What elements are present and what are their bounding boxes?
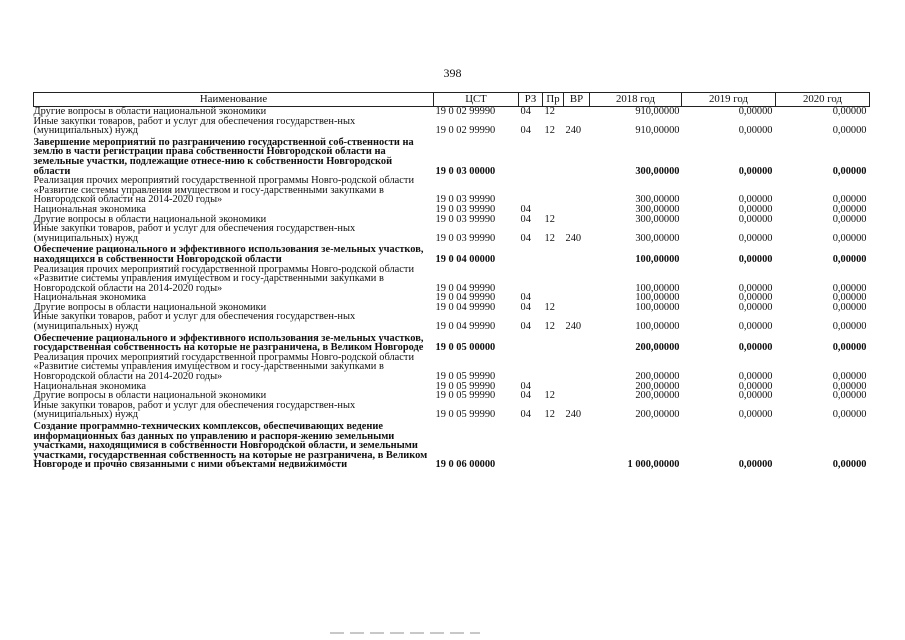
cell-2018: 300,00000 bbox=[635, 213, 680, 225]
cell-name: Иные закупки товаров, работ и услуг для обеспечения государствен-ных (муниципальных) нужд bbox=[33, 115, 356, 137]
cell-name: Обеспечение рационального и эффективного использования зе-мельных участков, находящихся в собственности Новгородской области bbox=[33, 244, 424, 265]
cell-vr bbox=[564, 303, 590, 313]
cell-vr bbox=[564, 136, 590, 176]
cell-rz: 04 bbox=[520, 106, 531, 117]
cell-cst: 19 0 05 99990 bbox=[435, 409, 496, 421]
cell-2020: 0,00000 bbox=[832, 165, 867, 177]
cell-cst: 19 0 03 99990 bbox=[435, 232, 496, 244]
cell-cst: 19 0 03 00000 bbox=[435, 165, 496, 177]
cell-name: Реализация прочих мероприятий государственной программы Новго-родской области «Развитие системы управления имуществом и госу-дарственными закупками в Новгородской области на 2014-2020 годы» bbox=[33, 175, 414, 206]
cell-pr: 12 bbox=[544, 390, 555, 402]
cell-pr bbox=[543, 243, 564, 264]
cell-2018: 200,00000 bbox=[635, 409, 680, 421]
table-row bbox=[34, 420, 870, 470]
cell-rz: 04 bbox=[520, 292, 531, 304]
cell-rz: 04 bbox=[520, 213, 531, 225]
cell-vr bbox=[564, 353, 590, 382]
cell-name: Иные закупки товаров, работ и услуг для обеспечения государствен-ных (муниципальных) нужд bbox=[33, 311, 356, 333]
cell-2018: 100,00000 bbox=[635, 292, 680, 304]
cell-2018: 300,00000 bbox=[635, 165, 680, 177]
cell-2020: 0,00000 bbox=[832, 409, 867, 421]
cell-cst: 19 0 04 99990 bbox=[435, 321, 496, 333]
table-row bbox=[34, 176, 870, 205]
cell-rz: 04 bbox=[520, 380, 531, 392]
cell-rz: 04 bbox=[520, 301, 531, 313]
cell-pr: 12 bbox=[544, 301, 555, 313]
header-rz: РЗ bbox=[519, 93, 543, 107]
cell-vr: 240 bbox=[565, 232, 582, 244]
cell-cst: 19 0 03 99990 bbox=[435, 203, 496, 215]
table-row bbox=[34, 312, 870, 331]
cell-cst: 19 0 05 99990 bbox=[435, 371, 496, 383]
cell-2019: 0,00000 bbox=[738, 380, 773, 392]
cell-cst: 19 0 03 99990 bbox=[435, 194, 496, 206]
cell-name: Другие вопросы в области национальной экономики bbox=[33, 301, 267, 313]
cell-2020: 0,00000 bbox=[832, 125, 867, 137]
cell-vr bbox=[564, 382, 590, 392]
cell-vr bbox=[564, 176, 590, 205]
cell-name: Обеспечение рационального и эффективного использования зе-мельных участков, государственная собственность на которые не разграничена, в Великом Новгороде bbox=[33, 332, 424, 354]
table-row bbox=[34, 224, 870, 243]
header-vr: ВР bbox=[564, 93, 590, 107]
cell-pr: 12 bbox=[544, 106, 555, 117]
cell-2019: 0,00000 bbox=[738, 390, 773, 402]
cell-cst: 19 0 06 00000 bbox=[435, 459, 496, 471]
cell-2020: 0,00000 bbox=[832, 459, 867, 471]
cell-name: Создание программно-технических комплексов, обеспечивающих ведение информационных баз данных по управлению и распоря-жению земельными участками, находящимися в собственности Новгородской области, и земельными участками, государственная собственность на которые не разграничена, в Великом Новгороде и прочно связанными с ними объектами недвижимости bbox=[33, 421, 428, 471]
header-2018: 2018 год bbox=[590, 93, 682, 107]
cell-2019: 0,00000 bbox=[738, 232, 773, 244]
cell-cst: 19 0 05 99990 bbox=[435, 390, 496, 402]
cell-name: Национальная экономика bbox=[33, 380, 147, 392]
table-row bbox=[34, 332, 870, 353]
cell-pr bbox=[543, 353, 564, 382]
cell-2019: 0,00000 bbox=[738, 213, 773, 225]
cell-rz bbox=[519, 332, 543, 353]
cell-2018: 300,00000 bbox=[635, 194, 680, 206]
table-row bbox=[34, 243, 870, 264]
page-number: 398 bbox=[443, 66, 462, 80]
header-2019: 2019 год bbox=[682, 93, 776, 107]
cell-2018: 300,00000 bbox=[635, 203, 680, 215]
cell-2018: 200,00000 bbox=[635, 380, 680, 392]
cell-cst: 19 0 02 99990 bbox=[435, 106, 496, 117]
cell-2020: 0,00000 bbox=[832, 194, 867, 206]
cell-vr bbox=[564, 293, 590, 303]
header-2020: 2020 год bbox=[776, 93, 870, 107]
cell-2018: 1 000,00000 bbox=[627, 459, 680, 471]
cell-2019: 0,00000 bbox=[738, 459, 773, 471]
cell-2020: 0,00000 bbox=[832, 301, 867, 313]
cell-2019: 0,00000 bbox=[738, 125, 773, 137]
cell-pr bbox=[543, 265, 564, 294]
cell-2020: 0,00000 bbox=[832, 342, 867, 354]
cell-pr: 12 bbox=[544, 321, 555, 333]
cell-2018: 200,00000 bbox=[635, 371, 680, 383]
cell-2019: 0,00000 bbox=[738, 321, 773, 333]
table-row bbox=[34, 353, 870, 382]
table-row bbox=[34, 401, 870, 420]
cell-rz: 04 bbox=[520, 390, 531, 402]
cell-name: Реализация прочих мероприятий государственной программы Новго-родской области «Развитие системы управления имуществом и госу-дарственными закупками в Новгородской области на 2014-2020 годы» bbox=[33, 263, 414, 294]
cell-name: Национальная экономика bbox=[33, 203, 147, 215]
cell-2019: 0,00000 bbox=[738, 371, 773, 383]
cell-cst: 19 0 04 99990 bbox=[435, 301, 496, 313]
cell-2020: 0,00000 bbox=[832, 203, 867, 215]
cell-vr bbox=[564, 265, 590, 294]
cell-rz: 04 bbox=[520, 232, 531, 244]
cell-name: Иные закупки товаров, работ и услуг для обеспечения государствен-ных (муниципальных) нужд bbox=[33, 223, 356, 244]
table-row bbox=[34, 117, 870, 136]
header-name: Наименование bbox=[34, 93, 434, 107]
cell-cst: 19 0 04 00000 bbox=[435, 253, 496, 265]
cell-rz bbox=[519, 420, 543, 470]
cell-2018: 100,00000 bbox=[635, 253, 680, 265]
cell-vr bbox=[564, 391, 590, 401]
cell-pr: 12 bbox=[544, 232, 555, 244]
cell-2020: 0,00000 bbox=[832, 282, 867, 294]
cell-cst: 19 0 04 99990 bbox=[435, 282, 496, 294]
table-body bbox=[34, 107, 870, 470]
cell-rz bbox=[519, 243, 543, 264]
cell-2018: 910,00000 bbox=[635, 125, 680, 137]
cell-2019: 0,00000 bbox=[738, 106, 773, 117]
budget-table bbox=[33, 92, 870, 470]
cell-rz: 04 bbox=[520, 203, 531, 215]
cell-2020: 0,00000 bbox=[832, 321, 867, 333]
cell-cst: 19 0 05 00000 bbox=[435, 342, 496, 354]
cell-rz: 04 bbox=[520, 321, 531, 333]
cell-2020: 0,00000 bbox=[832, 371, 867, 383]
cell-name: Национальная экономика bbox=[33, 292, 147, 304]
cell-name: Реализация прочих мероприятий государственной программы Новго-родской области «Развитие системы управления имуществом и госу-дарственными закупками в Новгородской области на 2014-2020 годы» bbox=[33, 351, 414, 383]
cell-2018: 200,00000 bbox=[635, 390, 680, 402]
cell-name: Завершение мероприятий по разграничению государственной соб-ственности на землю в части регистрации права собственности Новгородской области на земельные участки, подлежащие отнесе-нию к собственности Новгородской области bbox=[33, 136, 414, 177]
cell-vr bbox=[564, 205, 590, 215]
cell-2018: 200,00000 bbox=[635, 342, 680, 354]
cell-name: Другие вопросы в области национальной экономики bbox=[33, 390, 267, 402]
cell-cst: 19 0 02 99990 bbox=[435, 125, 496, 137]
cell-rz bbox=[519, 176, 543, 205]
cell-rz: 04 bbox=[520, 125, 531, 137]
cell-2019: 0,00000 bbox=[738, 342, 773, 354]
table-header-row bbox=[34, 93, 870, 107]
table-row bbox=[34, 136, 870, 176]
cell-vr: 240 bbox=[565, 321, 582, 333]
cell-2018: 100,00000 bbox=[635, 301, 680, 313]
cell-rz bbox=[519, 353, 543, 382]
cell-pr: 12 bbox=[544, 125, 555, 137]
cell-vr bbox=[564, 420, 590, 470]
cell-vr: 240 bbox=[565, 125, 582, 137]
cell-2020: 0,00000 bbox=[832, 213, 867, 225]
cell-pr bbox=[543, 420, 564, 470]
cell-name: Другие вопросы в области национальной экономики bbox=[33, 106, 267, 117]
cell-name: Другие вопросы в области национальной экономики bbox=[33, 213, 267, 225]
cell-2020: 0,00000 bbox=[832, 106, 867, 117]
cell-pr bbox=[543, 176, 564, 205]
cell-pr: 12 bbox=[544, 213, 555, 225]
cell-2020: 0,00000 bbox=[832, 390, 867, 402]
cell-2020: 0,00000 bbox=[832, 253, 867, 265]
cell-rz: 04 bbox=[520, 409, 531, 421]
header-cst: ЦСТ bbox=[434, 93, 519, 107]
cell-vr bbox=[564, 243, 590, 264]
page-bottom-artifact bbox=[330, 632, 480, 634]
cell-cst: 19 0 03 99990 bbox=[435, 213, 496, 225]
table-row bbox=[34, 265, 870, 294]
cell-2019: 0,00000 bbox=[738, 409, 773, 421]
header-pr: Пр bbox=[543, 93, 564, 107]
cell-2019: 0,00000 bbox=[738, 165, 773, 177]
cell-vr bbox=[564, 332, 590, 353]
cell-2019: 0,00000 bbox=[738, 292, 773, 304]
cell-2020: 0,00000 bbox=[832, 380, 867, 392]
cell-2018: 100,00000 bbox=[635, 321, 680, 333]
cell-2019: 0,00000 bbox=[738, 282, 773, 294]
cell-pr bbox=[543, 332, 564, 353]
cell-pr: 12 bbox=[544, 409, 555, 421]
cell-2020: 0,00000 bbox=[832, 292, 867, 304]
cell-rz bbox=[519, 136, 543, 176]
cell-rz bbox=[519, 265, 543, 294]
cell-2019: 0,00000 bbox=[738, 194, 773, 206]
cell-vr bbox=[564, 107, 590, 117]
cell-2019: 0,00000 bbox=[738, 301, 773, 313]
cell-2019: 0,00000 bbox=[738, 203, 773, 215]
cell-vr: 240 bbox=[565, 409, 582, 421]
cell-2018: 300,00000 bbox=[635, 232, 680, 244]
cell-cst: 19 0 04 99990 bbox=[435, 292, 496, 304]
cell-2018: 910,00000 bbox=[635, 106, 680, 117]
cell-2020: 0,00000 bbox=[832, 232, 867, 244]
cell-cst: 19 0 05 99990 bbox=[435, 380, 496, 392]
cell-vr bbox=[564, 215, 590, 225]
cell-pr bbox=[543, 136, 564, 176]
cell-2018: 100,00000 bbox=[635, 282, 680, 294]
cell-name: Иные закупки товаров, работ и услуг для обеспечения государствен-ных (муниципальных) нужд bbox=[33, 399, 356, 421]
cell-2019: 0,00000 bbox=[738, 253, 773, 265]
